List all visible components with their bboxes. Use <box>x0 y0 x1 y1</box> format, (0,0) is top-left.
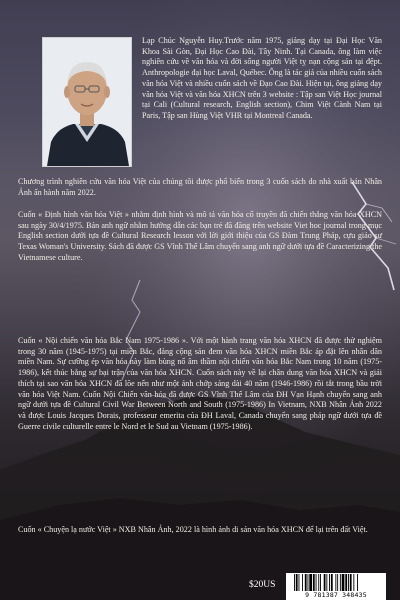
isbn-barcode <box>286 573 386 600</box>
book-description-1: Cuốn « Định hình văn hóa Việt » nhằm định hình và mô tả văn hóa cổ truyền đã chiến thắng văn hóa XHCN sau ngày 30/4/1975. Bản anh ngữ nhằm hướng dẫn các bạn trẻ đã đăng trên website Viet hoc journal trong mục English section dưới tựa đề Cultural Research lesson với lời giới thiệu của GS Đàm Trung Pháp, cựu giáo sư Texas Woman's University. Sách đã được GS Vĩnh Thế Lâm chuyển sang anh ngữ dưới tựa đề Caracterizing the Vietnamese culture. <box>18 210 382 262</box>
book-description-2: Cuốn « Nội chiến văn hóa Bắc Nam 1975-1986 ». Với một hành trang văn hóa XHCN đã được thử nghiệm trong 30 năm (1945-1975) tại miền Bắc, đảng cộng sản đem văn hóa XHCN miền Bắc áp đặt lên nhân dân miền Nam. Sự cưỡng ép văn hóa này làm bùng nổ âm thầm nội chiến văn hóa Bắc Nam trong 10 năm (1975-1986), kết thúc bằng sự bại trận của văn hóa XHCN. Cuốn sách này về lại chân dung văn hóa XHCN và giải thích tại sao văn hóa XHCN đã lõe nến như một ánh chớp sáng dài 40 năm (1946-1986) rồi tắt trong bầu trời văn hóa Việt Nam. Cuốn Nội Chiến văn hóa đã được GS Vĩnh Thế Lâm của ĐH Vạn Hạnh chuyển sang anh ngữ dưới tựa đề Cultural Civil War Between North and South (1975-1986) In Vietnam, NXB Nhân Ảnh 2022 và được Louis Jacques Dorais, professeur emerita của ĐH Laval, Canada chuyển sang pháp ngữ dưới tựa đề Guerre civile culturelle entre le Nord et le Sud au Vietnam (1975-1986). <box>18 336 382 431</box>
book-description-3: Cuốn « Chuyện lạ nước Việt » NXB Nhân Ảnh, 2022 là hình ảnh di sản văn hóa XHCN để lại trên đất Việt. <box>18 525 368 534</box>
isbn-number: 9 781387 348435 <box>305 591 367 599</box>
barcode-bars <box>286 573 386 593</box>
author-photo <box>42 37 132 167</box>
price-label: $20US <box>249 580 276 590</box>
author-bio: Lạp Chúc Nguyễn Huy.Trước năm 1975, giảng dạy tại Đại Học Văn Khoa Sài Gòn, Đại Học Cao Đài, Tây Ninh. Tại Canada, ông làm việc nghiên cứu về văn hóa và đời sống người Việt tỵ nạn cộng sản tại đệpt. Anthropologie đại học Laval, Québec. Ông là tác giả của nhiều cuốn sách văn hóa Việt và nhiều cuốn sách về Đạo Cao Đài. Hiện tại, ông giảng dạy văn hóa Việt và văn hóa XHCN trên 3 website : Tập san Việt Học journal tại Cali (Cultural research, English section), Chim Việt Cành Nam tại Paris, Tập san Hùng Việt VHR tại Montreal Canada. <box>142 36 382 120</box>
intro-paragraph: Chương trình nghiên cứu văn hóa Việt của chúng tôi được phổ biến trong 3 cuốn sách do nhà xuất bản Nhân Ảnh ấn hành năm 2022. <box>18 177 382 197</box>
